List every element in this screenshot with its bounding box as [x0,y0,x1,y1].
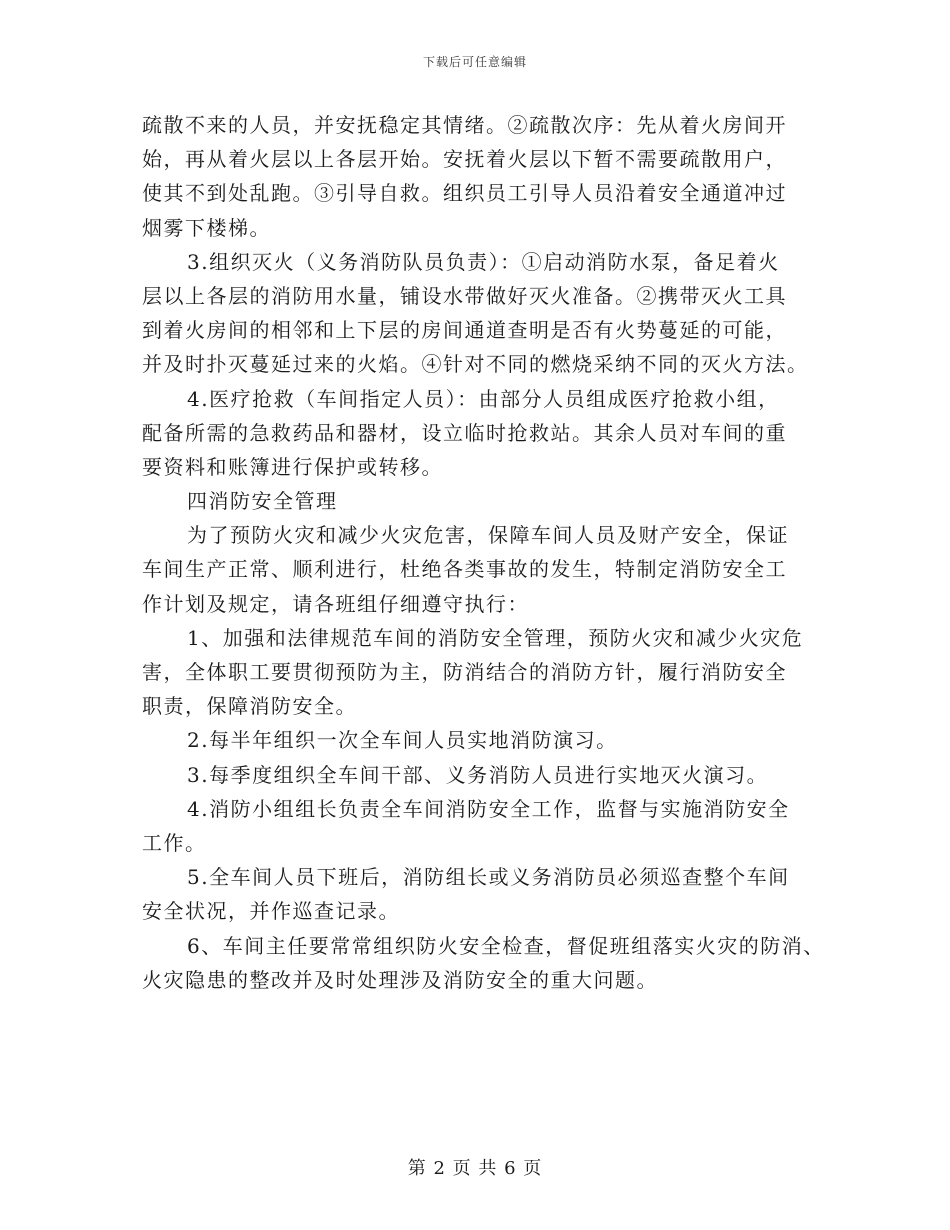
text-line: 并及时扑灭蔓延过来的火焰。④针对不同的燃烧采纳不同的灭火方法。 [142,352,809,377]
text-line: 工作。 [142,830,207,855]
text-line: 作计划及规定，请各班组仔细遵守执行： [142,591,529,616]
section-heading: 四消防安全管理 [187,489,338,514]
text-line: 始，再从着火层以上各层开始。安抚着火层以下暂不需要疏散用户， [142,147,787,172]
text-line: 火灾隐患的整改并及时处理涉及消防安全的重大问题。 [142,967,658,992]
page-number: 第 2 页 共 6 页 [407,1158,543,1179]
page-header: 下载后可任意编辑 [422,55,527,69]
text-line: 安全状况，并作巡查记录。 [142,899,400,924]
text-line: 职责，保障消防安全。 [142,694,357,719]
text-line: 害，全体职工要贯彻预防为主，防消结合的消防方针，履行消防安全 [142,660,787,684]
text-line: 3.每季度组织全车间干部、义务消防人员进行实地灭火演习。 [187,762,769,787]
text-line: 6、车间主任要常常组织防火安全检查，督促班组落实火灾的防消、 [187,933,825,958]
text-line: 烟雾下楼梯。 [142,215,271,240]
text-line: 疏散不来的人员，并安抚稳定其情绪。②疏散次序：先从着火房间开 [142,113,787,137]
text-line: 为了预防火灾和减少火灾危害，保障车间人员及财产安全，保证 [187,523,789,548]
text-line: 车间生产正常、顺利进行，杜绝各类事故的发生，特制定消防安全工 [142,557,787,582]
text-line: 要资料和账簿进行保护或转移。 [142,454,443,479]
text-line: 4.消防小组组长负责全车间消防安全工作，监督与实施消防安全 [187,796,790,821]
text-line: 到着火房间的相邻和上下层的房间通道查明是否有火势蔓延的可能， [142,318,787,343]
text-line: 3.组织灭火（义务消防队员负责）：①启动消防水泵，备足着火 [187,249,780,274]
text-line: 2.每半年组织一次全车间人员实地消防演习。 [187,728,618,753]
text-line: 使其不到处乱跑。③引导自救。组织员工引导人员沿着安全通道冲过 [142,181,787,206]
text-line: 5.全车间人员下班后，消防组长或义务消防员必须巡查整个车间 [187,865,790,890]
text-line: 配备所需的急救药品和器材，设立临时抢救站。其余人员对车间的重 [142,420,787,445]
text-line: 1、加强和法律规范车间的消防安全管理，预防火灾和减少火灾危 [187,625,804,650]
document-body [142,108,825,997]
text-line: 4.医疗抢救（车间指定人员）：由部分人员组成医疗抢救小组， [187,386,780,411]
text-line: 层以上各层的消防用水量，铺设水带做好灭火准备。②携带灭火工具 [142,283,787,308]
